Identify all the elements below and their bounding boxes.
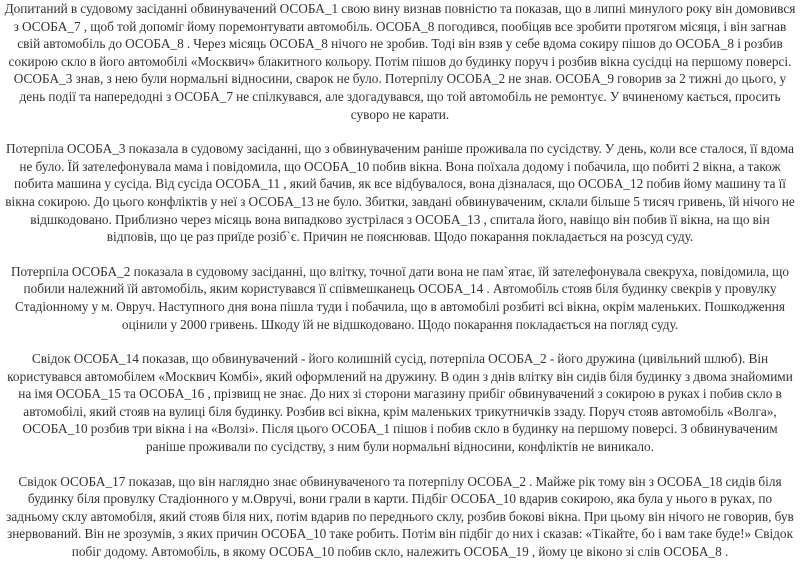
paragraph-witness-osoba14-testimony: Свідок ОСОБА_14 показав, що обвинувачений - його колишній сусід, потерпіла ОСОБА_2 - його дружина (цивільний шлюб). Він користувався автомобілем «Москвич Комбі», який оформлений на дружину. В один з днів влітку він сидів біля будинку з двома знайомими на імя ОСОБА_15 та ОСОБА_16 , прізвищ не знає. До них зі сторони магазину прибіг обвинувачений з сокирою в руках і побив скло в автомобілі, який стояв на вулиці біля будинку. Розбив всі вікна, крім маленьких трикутничків ззаду. Поруч стояв автомобіль «Волга», ОСОБА_10 розбив три вікна і на «Волзі». Після цього ОСОБА_1 пішов і побив скло в будинку на першому поверсі. З обвинуваченим раніше проживали по сусідству, з ним були нормальні відносини, конфліктів не виникало. bbox=[7, 351, 793, 455]
paragraph-defendant-testimony: Допитаний в судовому засіданні обвинувачений ОСОБА_1 свою вину визнав повністю та показав, що в липні минулого року він домовився з ОСОБА_7 , щоб той допоміг йому поремонтувати автомобіль. ОСОБА_8 погодився, пообіцяв все зробити протягом місяця, і він загнав свій автомобіль до ОСОБА_8 . Через місяць ОСОБА_8 нічого не зробив. Тоді він взяв у себе вдома сокиру пішов до ОСОБА_8 і розбив сокирою скло в його автомобілі «Москвич» блакитного кольору. Потім пішов до будинку поруч і розбив вікна сусідці на першому поверсі. ОСОБА_3 знав, з нею були нормальні відносини, сварок не було. Потерпілу ОСОБА_2 не знав. ОСОБА_9 говорив за 2 тижні до цього, у день події та напередодні з ОСОБА_7 не спілкувався, але здогадувався, що той автомобіль не ремонтує. У вчиненому кається, просить суворо не карати. bbox=[4, 1, 796, 122]
paragraph-victim-osoba3-testimony: Потерпіла ОСОБА_3 показала в судовому засіданні, що з обвинуваченим раніше проживала по сусідству. У день, коли все сталося, її вдома не було. Їй зателефонувала мама і повідомила, що ОСОБА_10 побив вікна. Вона поїхала додому і побачила, що побиті 2 вікна, а також побита машина у сусіда. Від сусіда ОСОБА_11 , який бачив, як все відбувалося, вона дізналася, що ОСОБА_12 побив йому машину та її вікна сокирою. До цього конфліктів у неї з ОСОБА_13 не було. Збитки, завдані обвинуваченим, склали більше 5 тисяч гривень, їй нічого не відшкодовано. Приблизно через місяць вона випадково зустрілася з ОСОБА_13 , спитала його, навіщо він побив її вікна, на що він відповів, що це раз приїде розіб`є. Причин не пояснював. Щодо покарання покладається на розсуд суду. bbox=[5, 141, 795, 245]
paragraph-witness-osoba17-testimony: Свідок ОСОБА_17 показав, що він наглядно знає обвинуваченого та потерпілу ОСОБА_2 . Майже рік тому він з ОСОБА_18 сидів біля будинку біля провулку Стадіонного у м.Овручі, вони грали в карти. Підбіг ОСОБА_10 вдарив сокирою, яка була у нього в руках, по задньому склу автомобіля, який стояв біля них, потім вдарив по переднього склу, розбив бокові вікна. При цьому він нічого не говорив, був знервований. Він не зрозумів, з яких причин ОСОБА_10 таке робить. Потім він підбіг до них і сказав: «Тікайте, бо і вам таке буде!» Свідок побіг додому. Автомобіль, в якому ОСОБА_10 побив скло, належить ОСОБА_19 , йому це віконо зі слів ОСОБА_8 . bbox=[6, 473, 794, 560]
paragraph-victim-osoba2-testimony: Потерпіла ОСОБА_2 показала в судовому засіданні, що влітку, точної дати вона не пам`ятає, їй зателефонувала свекруха, повідомила, що побили належний їй автомобіль, яким користувався її співмешканець ОСОБА_14 . Автомобіль стояв біля будинку свекрів у провулку Стадіонному у м. Овруч. Наступного дня вона пішла туди і побачила, що в автомобілі розбиті всі вікна, окрім маленьких. Пошкодження оцінили у 2000 гривень. Шкоду їй не відшкодовано. Щодо покарання покладається на погляд суду. bbox=[10, 263, 790, 332]
